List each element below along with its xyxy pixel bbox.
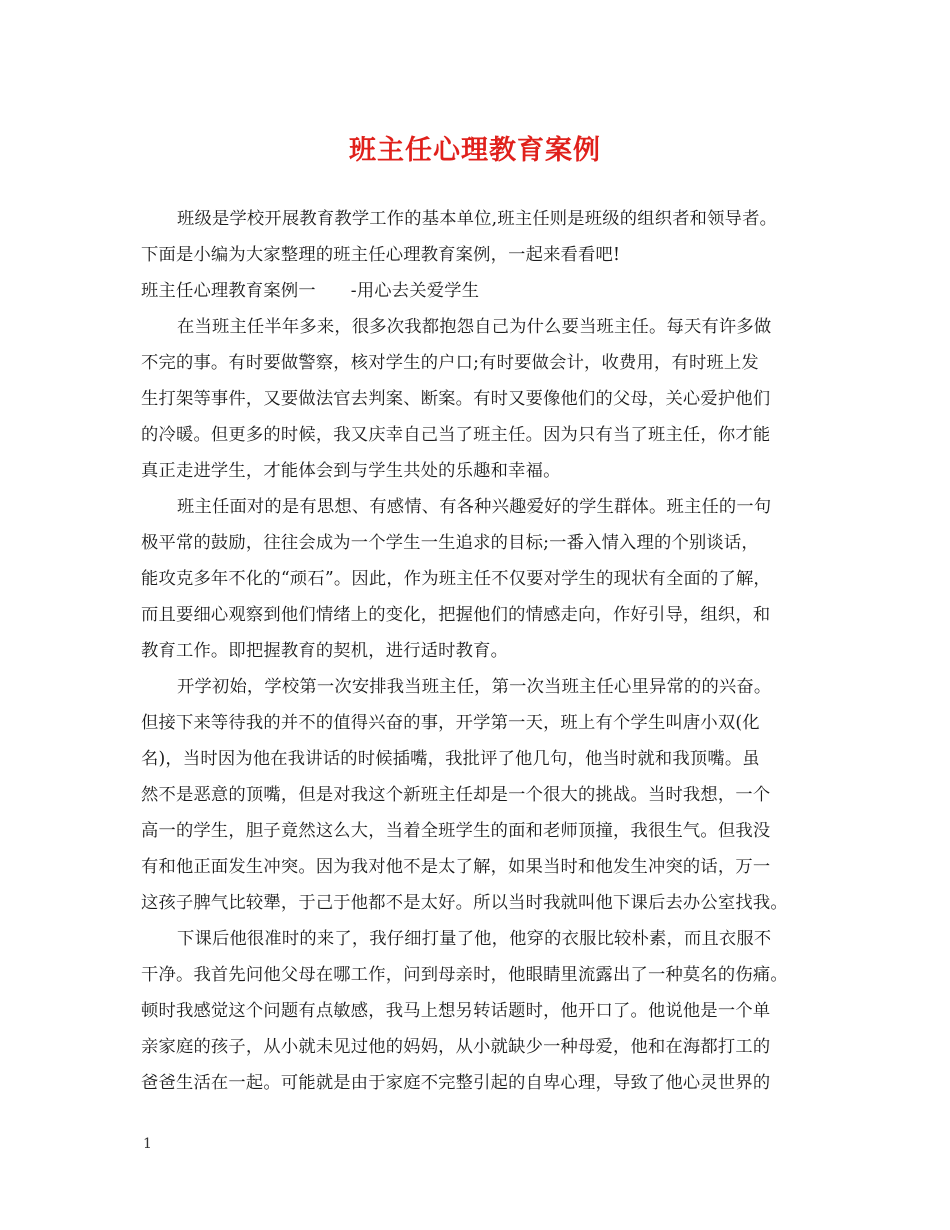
paragraph-line: 班主任面对的是有思想、有感情、有各种兴趣爱好的学生群体。班主任的一句 (177, 497, 772, 517)
paragraph-line: 这孩子脾气比较犟，于己于他都不是太好。所以当时我就叫他下课后去办公室找我。 (141, 893, 788, 913)
paragraph-line: 班级是学校开展教育教学工作的基本单位,班主任则是班级的组织者和领导者。 (177, 209, 778, 229)
document-title: 班主任心理教育案例 (349, 135, 601, 166)
paragraph-line: 亲家庭的孩子，从小就未见过他的妈妈，从小就缺少一种母爱，他和在海都打工的 (141, 1037, 771, 1057)
paragraph-line: 极平常的鼓励，往往会成为一个学生一生追求的目标;一番入情入理的个别谈话， (141, 533, 759, 553)
paragraph-line: 高一的学生，胆子竟然这么大，当着全班学生的面和老师顶撞，我很生气。但我没 (141, 821, 771, 841)
paragraph-line: 然不是恶意的顶嘴，但是对我这个新班主任却是一个很大的挑战。当时我想，一个 (141, 785, 771, 805)
paragraph-line: 开学初始，学校第一次安排我当班主任，第一次当班主任心里异常的的兴奋。 (177, 677, 772, 697)
paragraph-line: 有和他正面发生冲突。因为我对他不是太了解，如果当时和他发生冲突的话，万一 (141, 857, 771, 877)
paragraph-line: 但接下来等待我的并不的值得兴奋的事，开学第一天，班上有个学生叫唐小双(化 (141, 713, 760, 733)
page-number: 1 (143, 1136, 152, 1152)
paragraph-line: 教育工作。即把握教育的契机，进行适时教育。 (141, 641, 509, 661)
section-heading: 班主任心理教育案例一 -用心去关爱学生 (141, 281, 480, 301)
paragraph-line: 而且要细心观察到他们情绪上的变化，把握他们的情感走向，作好引导，组织，和 (141, 605, 771, 625)
paragraph-line: 名)，当时因为他在我讲话的时候插嘴，我批评了他几句，他当时就和我顶嘴。虽 (141, 749, 760, 769)
paragraph-line: 生打架等事件，又要做法官去判案、断案。有时又要像他们的父母，关心爱护他们 (141, 389, 771, 409)
paragraph-line: 在当班主任半年多来，很多次我都抱怨自己为什么要当班主任。每天有许多做 (177, 317, 772, 337)
paragraph-line: 干净。我首先问他父母在哪工作，问到母亲时，他眼睛里流露出了一种莫名的伤痛。 (141, 965, 788, 985)
paragraph-line: 顿时我感觉这个问题有点敏感，我马上想另转话题时，他开口了。他说他是一个单 (141, 1001, 771, 1021)
paragraph-line: 的冷暖。但更多的时候，我又庆幸自己当了班主任。因为只有当了班主任，你才能 (141, 425, 771, 445)
paragraph-line: 真正走进学生，才能体会到与学生共处的乐趣和幸福。 (141, 461, 561, 481)
paragraph-line: 爸爸生活在一起。可能就是由于家庭不完整引起的自卑心理，导致了他心灵世界的 (141, 1073, 771, 1093)
paragraph-line: 不完的事。有时要做警察，核对学生的户口;有时要做会计，收费用，有时班上发 (141, 353, 759, 373)
paragraph-line: 下课后他很准时的来了，我仔细打量了他，他穿的衣服比较朴素，而且衣服不 (177, 929, 772, 949)
paragraph-line: 下面是小编为大家整理的班主任心理教育案例，一起来看看吧! (141, 245, 621, 265)
paragraph-line: 能攻克多年不化的“顽石”。因此，作为班主任不仅要对学生的现状有全面的了解， (141, 569, 771, 589)
